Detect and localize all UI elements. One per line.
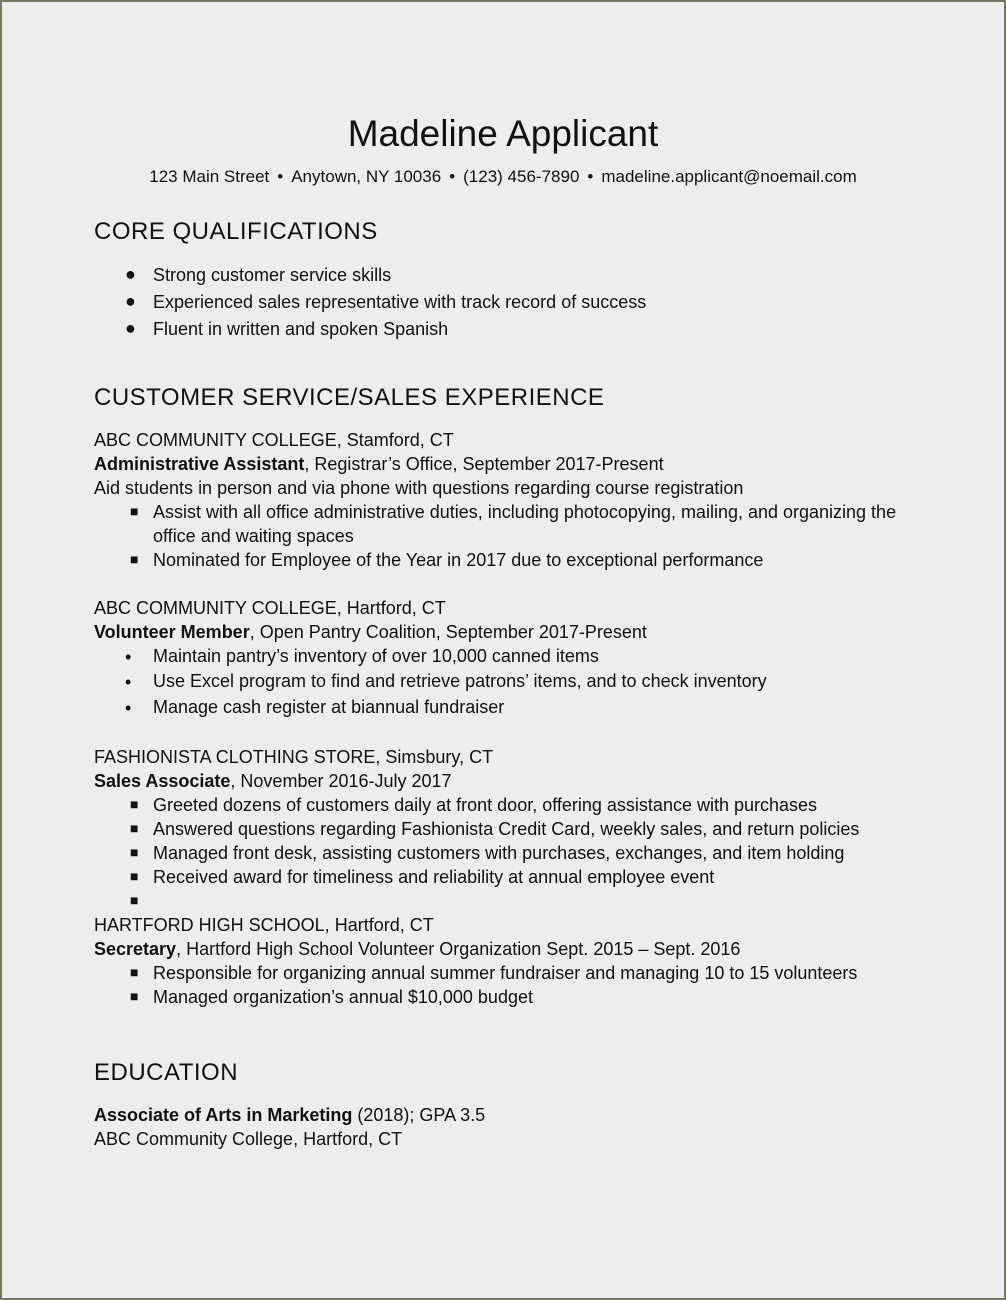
job-bullet: Use Excel program to find and retrieve patrons’ items, and to check inventory bbox=[153, 671, 767, 691]
job-bullet: Managed organization’s annual $10,000 budget bbox=[153, 987, 533, 1007]
job-detail: , Hartford High School Volunteer Organization Sept. 2015 – Sept. 2016 bbox=[176, 939, 741, 959]
contact-phone: (123) 456-7890 bbox=[463, 167, 580, 186]
job-title: Secretary bbox=[94, 939, 177, 959]
job-title: Sales Associate bbox=[94, 771, 231, 791]
job-detail: , Open Pantry Coalition, September 2017-Present bbox=[249, 622, 647, 642]
job-bullet: Received award for timeliness and reliability at annual employee event bbox=[153, 867, 715, 887]
contact-email: madeline.applicant@noemail.com bbox=[601, 167, 857, 186]
core-qualifications-heading: CORE QUALIFICATIONS bbox=[94, 218, 378, 245]
job-title-line bbox=[94, 939, 740, 960]
contact-separator: • bbox=[449, 167, 456, 186]
job-bullet: Nominated for Employee of the Year in 2017 due to exceptional performance bbox=[153, 550, 764, 570]
contact-separator: • bbox=[587, 167, 594, 186]
degree-line bbox=[94, 1105, 485, 1126]
square-bullet-icon: ■ bbox=[130, 796, 139, 812]
job-bullet: Manage cash register at biannual fundraiser bbox=[153, 697, 505, 717]
job-bullet: Responsible for organizing annual summer fundraiser and managing 10 to 15 volunteers bbox=[153, 963, 858, 983]
bullet-icon: • bbox=[125, 672, 132, 692]
degree: Associate of Arts in Marketing bbox=[94, 1105, 353, 1125]
contact-city: Anytown, NY 10036 bbox=[291, 167, 442, 186]
applicant-name: Madeline Applicant bbox=[347, 113, 659, 154]
contact-separator: • bbox=[277, 167, 284, 186]
job-title-line bbox=[94, 622, 647, 643]
core-item: Experienced sales representative with track record of success bbox=[153, 292, 647, 312]
bullet-icon: ● bbox=[125, 318, 136, 338]
square-bullet-icon: ■ bbox=[130, 551, 139, 567]
job-title: Volunteer Member bbox=[94, 622, 250, 642]
job-org: HARTFORD HIGH SCHOOL, Hartford, CT bbox=[94, 915, 434, 935]
job-bullet-continuation: office and waiting spaces bbox=[153, 526, 354, 546]
square-bullet-icon: ■ bbox=[130, 820, 139, 836]
square-bullet-icon: ■ bbox=[130, 503, 139, 519]
bullet-icon: ● bbox=[125, 291, 136, 311]
job-bullet: Maintain pantry’s inventory of over 10,000 canned items bbox=[153, 646, 599, 666]
square-bullet-icon: ■ bbox=[130, 892, 139, 908]
job-detail: , November 2016-July 2017 bbox=[230, 771, 452, 791]
square-bullet-icon: ■ bbox=[130, 988, 139, 1004]
job-bullet: Managed front desk, assisting customers with purchases, exchanges, and item holding bbox=[153, 843, 845, 863]
contact-line bbox=[2, 167, 1004, 187]
square-bullet-icon: ■ bbox=[130, 964, 139, 980]
job-bullet: Answered questions regarding Fashionista Credit Card, weekly sales, and return policies bbox=[153, 819, 860, 839]
core-item: Fluent in written and spoken Spanish bbox=[153, 319, 449, 339]
job-title-line bbox=[94, 771, 452, 792]
job-org: ABC COMMUNITY COLLEGE, Stamford, CT bbox=[94, 430, 454, 450]
square-bullet-icon: ■ bbox=[130, 868, 139, 884]
school: ABC Community College, Hartford, CT bbox=[94, 1129, 403, 1149]
job-detail: , Registrar’s Office, September 2017-Present bbox=[304, 454, 664, 474]
job-org: ABC COMMUNITY COLLEGE, Hartford, CT bbox=[94, 598, 446, 618]
job-summary: Aid students in person and via phone with questions regarding course registration bbox=[94, 478, 744, 498]
contact-address: 123 Main Street bbox=[149, 167, 270, 186]
bullet-icon: ● bbox=[125, 264, 136, 284]
core-item: Strong customer service skills bbox=[153, 265, 392, 285]
experience-heading: CUSTOMER SERVICE/SALES EXPERIENCE bbox=[94, 384, 605, 411]
bullet-icon: • bbox=[125, 647, 132, 667]
job-title: Administrative Assistant bbox=[94, 454, 305, 474]
job-bullet: Assist with all office administrative duties, including photocopying, mailing, and organizing the bbox=[153, 502, 897, 522]
job-bullet: Greeted dozens of customers daily at front door, offering assistance with purchases bbox=[153, 795, 818, 815]
degree-detail: (2018); GPA 3.5 bbox=[352, 1105, 486, 1125]
bullet-icon: • bbox=[125, 698, 132, 718]
education-heading: EDUCATION bbox=[94, 1059, 239, 1086]
job-org: FASHIONISTA CLOTHING STORE, Simsbury, CT bbox=[94, 747, 494, 767]
job-title-line bbox=[94, 454, 664, 475]
square-bullet-icon: ■ bbox=[130, 844, 139, 860]
